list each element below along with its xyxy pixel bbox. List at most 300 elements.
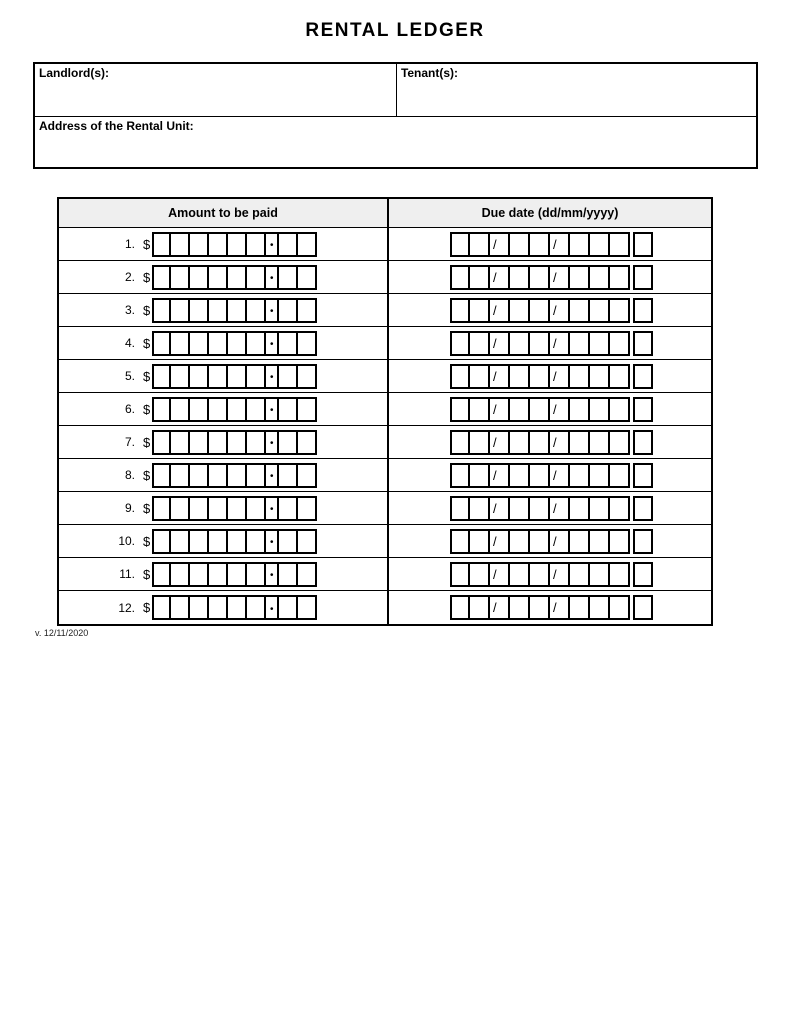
date-separator: /	[550, 463, 570, 488]
date-separator: /	[490, 529, 510, 554]
amount-digit-box[interactable]	[209, 331, 228, 356]
version-stamp: v. 12/11/2020	[35, 628, 89, 638]
amount-digit-box[interactable]	[171, 562, 190, 587]
amount-cent-box[interactable]	[298, 430, 317, 455]
amount-cent-box[interactable]	[279, 232, 298, 257]
date-digit-box[interactable]	[590, 595, 610, 620]
date-separator: /	[490, 562, 510, 587]
amount-cent-box[interactable]	[298, 331, 317, 356]
amount-digit-box[interactable]	[171, 496, 190, 521]
amount-cell	[59, 525, 389, 557]
date-digit-box[interactable]	[510, 496, 530, 521]
date-digit-box[interactable]	[633, 463, 653, 488]
amount-digit-box[interactable]	[190, 232, 209, 257]
amount-digit-box[interactable]	[171, 463, 190, 488]
decimal-separator: •	[266, 397, 279, 422]
decimal-separator: •	[266, 331, 279, 356]
date-boxes	[450, 430, 653, 455]
date-digit-box[interactable]	[450, 265, 470, 290]
date-digit-box[interactable]	[450, 430, 470, 455]
date-digit-box[interactable]	[570, 496, 590, 521]
amount-cent-box[interactable]	[279, 265, 298, 290]
amount-digit-box[interactable]	[228, 562, 247, 587]
date-boxes	[450, 595, 653, 620]
amount-digit-box[interactable]	[247, 364, 266, 389]
date-digit-box[interactable]	[570, 595, 590, 620]
amount-cell	[59, 492, 389, 524]
amount-digit-box[interactable]	[190, 265, 209, 290]
date-digit-box[interactable]	[633, 298, 653, 323]
amount-digit-box[interactable]	[190, 529, 209, 554]
amount-digit-box[interactable]	[209, 265, 228, 290]
row-number: 7.	[124, 435, 135, 449]
date-digit-box[interactable]	[633, 562, 653, 587]
date-digit-box[interactable]	[530, 298, 550, 323]
date-digit-box[interactable]	[590, 463, 610, 488]
amount-digit-box[interactable]	[228, 364, 247, 389]
amount-digit-box[interactable]	[228, 595, 247, 620]
date-boxes	[450, 298, 653, 323]
amount-cell	[59, 459, 389, 491]
ledger-row	[59, 360, 711, 393]
date-digit-box[interactable]	[590, 331, 610, 356]
due-date-cell	[389, 261, 711, 293]
date-digit-box[interactable]	[570, 265, 590, 290]
amount-digit-box[interactable]	[152, 331, 171, 356]
ledger-row	[59, 327, 711, 360]
amount-digit-box[interactable]	[171, 397, 190, 422]
due-date-cell	[389, 426, 711, 458]
date-digit-box[interactable]	[610, 397, 630, 422]
date-separator: /	[490, 430, 510, 455]
date-digit-box[interactable]	[570, 298, 590, 323]
date-separator: /	[550, 364, 570, 389]
amount-digit-box[interactable]	[152, 529, 171, 554]
amount-cell	[59, 360, 389, 392]
date-digit-box[interactable]	[590, 397, 610, 422]
amount-digit-box[interactable]	[171, 595, 190, 620]
amount-cell	[59, 393, 389, 425]
currency-symbol: $	[143, 566, 151, 582]
amount-digit-box[interactable]	[209, 430, 228, 455]
page-title: RENTAL LEDGER	[305, 20, 485, 41]
date-digit-box[interactable]	[470, 397, 490, 422]
amount-boxes	[152, 529, 317, 554]
amount-boxes	[152, 463, 317, 488]
amount-digit-box[interactable]	[152, 265, 171, 290]
amount-digit-box[interactable]	[190, 496, 209, 521]
date-digit-box[interactable]	[530, 364, 550, 389]
amount-digit-box[interactable]	[228, 496, 247, 521]
due-date-cell	[389, 393, 711, 425]
date-digit-box[interactable]	[590, 298, 610, 323]
date-digit-box[interactable]	[450, 529, 470, 554]
date-digit-box[interactable]	[450, 562, 470, 587]
decimal-separator: •	[266, 595, 279, 620]
date-digit-box[interactable]	[590, 496, 610, 521]
date-digit-box[interactable]	[530, 331, 550, 356]
date-digit-box[interactable]	[470, 364, 490, 389]
amount-digit-box[interactable]	[247, 397, 266, 422]
date-separator: /	[490, 496, 510, 521]
date-boxes	[450, 265, 653, 290]
amount-cent-box[interactable]	[279, 331, 298, 356]
date-digit-box[interactable]	[510, 298, 530, 323]
date-digit-box[interactable]	[470, 496, 490, 521]
amount-digit-box[interactable]	[247, 562, 266, 587]
amount-digit-box[interactable]	[247, 496, 266, 521]
date-digit-box[interactable]	[570, 430, 590, 455]
date-separator: /	[550, 298, 570, 323]
date-digit-box[interactable]	[470, 298, 490, 323]
currency-symbol: $	[143, 236, 151, 252]
amount-cent-box[interactable]	[279, 562, 298, 587]
amount-digit-box[interactable]	[209, 496, 228, 521]
landlord-cell[interactable]	[35, 64, 397, 116]
date-digit-box[interactable]	[510, 397, 530, 422]
amount-digit-box[interactable]	[190, 298, 209, 323]
currency-symbol: $	[143, 401, 151, 417]
date-separator: /	[550, 232, 570, 257]
date-digit-box[interactable]	[530, 430, 550, 455]
date-digit-box[interactable]	[610, 265, 630, 290]
date-digit-box[interactable]	[590, 430, 610, 455]
date-digit-box[interactable]	[530, 562, 550, 587]
date-digit-box[interactable]	[633, 595, 653, 620]
amount-boxes	[152, 397, 317, 422]
date-digit-box[interactable]	[510, 232, 530, 257]
amount-digit-box[interactable]	[209, 298, 228, 323]
amount-cent-box[interactable]	[298, 529, 317, 554]
date-digit-box[interactable]	[590, 562, 610, 587]
date-digit-box[interactable]	[610, 529, 630, 554]
amount-cent-box[interactable]	[279, 496, 298, 521]
amount-cell	[59, 558, 389, 590]
amount-boxes	[152, 232, 317, 257]
row-number: 2.	[124, 270, 135, 284]
date-digit-box[interactable]	[610, 430, 630, 455]
decimal-separator: •	[266, 430, 279, 455]
date-digit-box[interactable]	[633, 529, 653, 554]
amount-digit-box[interactable]	[247, 463, 266, 488]
date-digit-box[interactable]	[610, 562, 630, 587]
amount-digit-box[interactable]	[171, 298, 190, 323]
tenant-cell[interactable]	[397, 64, 756, 116]
amount-digit-box[interactable]	[209, 364, 228, 389]
date-digit-box[interactable]	[570, 232, 590, 257]
date-digit-box[interactable]	[590, 529, 610, 554]
amount-cent-box[interactable]	[298, 496, 317, 521]
date-digit-box[interactable]	[450, 463, 470, 488]
date-digit-box[interactable]	[470, 595, 490, 620]
date-digit-box[interactable]	[450, 397, 470, 422]
date-digit-box[interactable]	[610, 463, 630, 488]
date-boxes	[450, 562, 653, 587]
date-digit-box[interactable]	[610, 364, 630, 389]
date-digit-box[interactable]	[530, 232, 550, 257]
date-digit-box[interactable]	[610, 331, 630, 356]
due-date-cell	[389, 459, 711, 491]
date-digit-box[interactable]	[570, 463, 590, 488]
amount-digit-box[interactable]	[209, 562, 228, 587]
date-separator: /	[490, 463, 510, 488]
date-digit-box[interactable]	[530, 496, 550, 521]
due-date-cell	[389, 360, 711, 392]
due-date-cell	[389, 294, 711, 326]
decimal-separator: •	[266, 364, 279, 389]
amount-digit-box[interactable]	[152, 298, 171, 323]
amount-digit-box[interactable]	[228, 430, 247, 455]
date-digit-box[interactable]	[470, 331, 490, 356]
date-separator: /	[550, 331, 570, 356]
due-date-cell	[389, 525, 711, 557]
amount-digit-box[interactable]	[190, 463, 209, 488]
amount-boxes	[152, 496, 317, 521]
date-digit-box[interactable]	[470, 463, 490, 488]
amount-cent-box[interactable]	[279, 364, 298, 389]
amount-digit-box[interactable]	[228, 232, 247, 257]
amount-cent-box[interactable]	[279, 397, 298, 422]
amount-digit-box[interactable]	[171, 364, 190, 389]
row-number: 5.	[124, 369, 135, 383]
date-digit-box[interactable]	[530, 397, 550, 422]
date-digit-box[interactable]	[570, 562, 590, 587]
amount-column-header: Amount to be paid	[59, 199, 389, 227]
date-separator: /	[550, 496, 570, 521]
amount-cent-box[interactable]	[279, 298, 298, 323]
date-digit-box[interactable]	[633, 397, 653, 422]
ledger-row	[59, 294, 711, 327]
ledger-row	[59, 393, 711, 426]
date-digit-box[interactable]	[450, 496, 470, 521]
amount-cent-box[interactable]	[298, 595, 317, 620]
date-digit-box[interactable]	[610, 232, 630, 257]
amount-digit-box[interactable]	[228, 331, 247, 356]
ledger-row	[59, 492, 711, 525]
date-digit-box[interactable]	[510, 529, 530, 554]
date-digit-box[interactable]	[510, 265, 530, 290]
amount-cent-box[interactable]	[279, 529, 298, 554]
date-digit-box[interactable]	[633, 496, 653, 521]
date-digit-box[interactable]	[610, 595, 630, 620]
ledger-row	[59, 558, 711, 591]
amount-digit-box[interactable]	[247, 265, 266, 290]
date-digit-box[interactable]	[450, 364, 470, 389]
date-digit-box[interactable]	[590, 265, 610, 290]
currency-symbol: $	[143, 368, 151, 384]
date-separator: /	[550, 265, 570, 290]
amount-digit-box[interactable]	[247, 430, 266, 455]
info-row-parties	[35, 64, 756, 117]
amount-digit-box[interactable]	[209, 595, 228, 620]
due-date-column-header: Due date (dd/mm/yyyy)	[481, 206, 619, 220]
amount-digit-box[interactable]	[228, 298, 247, 323]
amount-cent-box[interactable]	[298, 232, 317, 257]
landlord-label: Landlord(s):	[39, 66, 109, 80]
date-digit-box[interactable]	[633, 331, 653, 356]
amount-digit-box[interactable]	[171, 529, 190, 554]
row-number: 12.	[118, 600, 135, 615]
amount-digit-box[interactable]	[190, 595, 209, 620]
ledger-table	[57, 197, 713, 626]
tenant-label: Tenant(s):	[400, 66, 459, 80]
amount-cent-box[interactable]	[298, 298, 317, 323]
date-digit-box[interactable]	[570, 529, 590, 554]
date-boxes	[450, 397, 653, 422]
amount-cent-box[interactable]	[279, 595, 298, 620]
amount-cent-box[interactable]	[298, 397, 317, 422]
decimal-separator: •	[266, 298, 279, 323]
amount-cent-box[interactable]	[298, 265, 317, 290]
amount-digit-box[interactable]	[228, 529, 247, 554]
row-number: 6.	[124, 402, 135, 416]
amount-cell	[59, 591, 389, 624]
currency-symbol: $	[143, 600, 151, 615]
date-digit-box[interactable]	[510, 562, 530, 587]
date-separator: /	[550, 595, 570, 620]
amount-cell	[59, 261, 389, 293]
date-digit-box[interactable]	[470, 232, 490, 257]
amount-digit-box[interactable]	[152, 364, 171, 389]
amount-digit-box[interactable]	[228, 265, 247, 290]
currency-symbol: $	[143, 467, 151, 483]
amount-digit-box[interactable]	[171, 232, 190, 257]
ledger-rows	[59, 228, 711, 624]
row-number: 1.	[124, 237, 135, 251]
date-digit-box[interactable]	[450, 331, 470, 356]
amount-boxes	[152, 562, 317, 587]
amount-digit-box[interactable]	[152, 463, 171, 488]
date-digit-box[interactable]	[450, 595, 470, 620]
date-digit-box[interactable]	[450, 232, 470, 257]
amount-digit-box[interactable]	[190, 430, 209, 455]
decimal-separator: •	[266, 562, 279, 587]
date-digit-box[interactable]	[470, 529, 490, 554]
row-number: 3.	[124, 303, 135, 317]
date-boxes	[450, 364, 653, 389]
amount-digit-box[interactable]	[171, 331, 190, 356]
ledger-row	[59, 591, 711, 624]
date-digit-box[interactable]	[633, 265, 653, 290]
amount-cent-box[interactable]	[298, 463, 317, 488]
date-digit-box[interactable]	[633, 232, 653, 257]
date-digit-box[interactable]	[570, 397, 590, 422]
amount-digit-box[interactable]	[247, 298, 266, 323]
amount-digit-box[interactable]	[190, 331, 209, 356]
date-digit-box[interactable]	[510, 331, 530, 356]
amount-cell	[59, 228, 389, 260]
currency-symbol: $	[143, 533, 151, 549]
date-digit-box[interactable]	[530, 463, 550, 488]
amount-boxes	[152, 331, 317, 356]
amount-digit-box[interactable]	[209, 529, 228, 554]
date-digit-box[interactable]	[633, 364, 653, 389]
date-boxes	[450, 496, 653, 521]
amount-digit-box[interactable]	[152, 496, 171, 521]
date-digit-box[interactable]	[633, 430, 653, 455]
currency-symbol: $	[143, 434, 151, 450]
amount-digit-box[interactable]	[209, 232, 228, 257]
amount-digit-box[interactable]	[152, 232, 171, 257]
date-separator: /	[550, 397, 570, 422]
amount-cent-box[interactable]	[279, 430, 298, 455]
amount-digit-box[interactable]	[171, 265, 190, 290]
date-digit-box[interactable]	[610, 496, 630, 521]
date-digit-box[interactable]	[450, 298, 470, 323]
date-separator: /	[490, 364, 510, 389]
amount-digit-box[interactable]	[190, 562, 209, 587]
date-separator: /	[490, 232, 510, 257]
date-separator: /	[550, 529, 570, 554]
info-table	[33, 62, 758, 169]
amount-digit-box[interactable]	[247, 232, 266, 257]
amount-digit-box[interactable]	[247, 331, 266, 356]
row-number: 10.	[118, 534, 135, 548]
date-digit-box[interactable]	[510, 364, 530, 389]
date-digit-box[interactable]	[510, 430, 530, 455]
amount-cell	[59, 294, 389, 326]
amount-cent-box[interactable]	[298, 562, 317, 587]
date-digit-box[interactable]	[590, 232, 610, 257]
amount-digit-box[interactable]	[228, 463, 247, 488]
due-date-cell	[389, 228, 711, 260]
address-label: Address of the Rental Unit:	[39, 119, 194, 133]
address-cell[interactable]	[35, 117, 756, 167]
amount-digit-box[interactable]	[247, 595, 266, 620]
ledger-row	[59, 261, 711, 294]
amount-digit-box[interactable]	[152, 430, 171, 455]
row-number: 8.	[124, 468, 135, 482]
row-number: 9.	[124, 501, 135, 515]
date-separator: /	[550, 562, 570, 587]
amount-boxes	[152, 265, 317, 290]
amount-digit-box[interactable]	[228, 397, 247, 422]
amount-cent-box[interactable]	[279, 463, 298, 488]
amount-digit-box[interactable]	[209, 397, 228, 422]
date-digit-box[interactable]	[570, 331, 590, 356]
amount-digit-box[interactable]	[209, 463, 228, 488]
amount-digit-box[interactable]	[190, 364, 209, 389]
date-digit-box[interactable]	[470, 430, 490, 455]
date-separator: /	[490, 265, 510, 290]
amount-digit-box[interactable]	[171, 430, 190, 455]
date-digit-box[interactable]	[530, 529, 550, 554]
date-digit-box[interactable]	[510, 595, 530, 620]
date-separator: /	[490, 397, 510, 422]
row-number: 4.	[124, 336, 135, 350]
date-separator: /	[550, 430, 570, 455]
amount-digit-box[interactable]	[152, 397, 171, 422]
amount-digit-box[interactable]	[190, 397, 209, 422]
decimal-separator: •	[266, 265, 279, 290]
amount-digit-box[interactable]	[152, 562, 171, 587]
amount-digit-box[interactable]	[247, 529, 266, 554]
currency-symbol: $	[143, 302, 151, 318]
date-digit-box[interactable]	[610, 298, 630, 323]
date-digit-box[interactable]	[530, 595, 550, 620]
date-digit-box[interactable]	[570, 364, 590, 389]
date-digit-box[interactable]	[470, 265, 490, 290]
amount-boxes	[152, 430, 317, 455]
amount-digit-box[interactable]	[152, 595, 171, 620]
date-digit-box[interactable]	[530, 265, 550, 290]
date-digit-box[interactable]	[510, 463, 530, 488]
date-digit-box[interactable]	[590, 364, 610, 389]
due-date-cell	[389, 492, 711, 524]
amount-cent-box[interactable]	[298, 364, 317, 389]
date-digit-box[interactable]	[470, 562, 490, 587]
ledger-row	[59, 525, 711, 558]
